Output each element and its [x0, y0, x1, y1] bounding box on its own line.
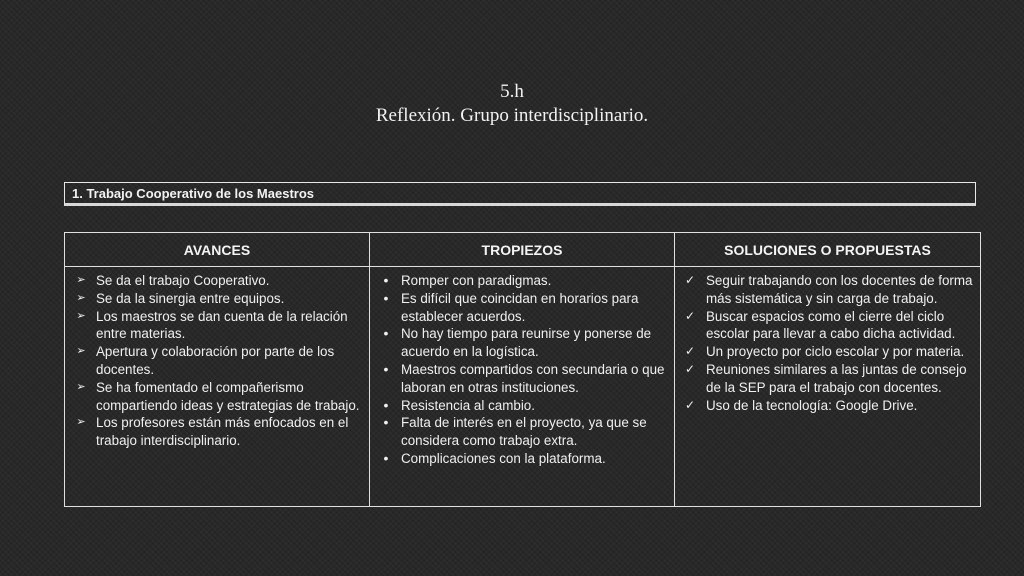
tropiezos-item-text: Resistencia al cambio. [401, 397, 535, 413]
dot-bullet-icon: • [383, 414, 389, 431]
table-row [65, 267, 981, 507]
arrowhead-bullet-icon: ➢ [76, 416, 86, 429]
slide-heading: Reflexión. Grupo interdisciplinario. [375, 105, 649, 126]
tropiezos-cell [370, 267, 675, 507]
list-item [376, 414, 668, 450]
soluciones-item-text: Buscar espacios como el cierre del ciclo escolar para llevar a cabo dicha actividad. [706, 308, 956, 342]
list-item [376, 450, 668, 468]
checkmark-icon: ✓ [684, 397, 696, 412]
dot-bullet-icon: • [383, 272, 389, 288]
list-item [71, 290, 363, 308]
tropiezos-item-text: No hay tiempo para reunirse y ponerse de acuerdo en la logística. [401, 326, 652, 360]
list-item [376, 361, 668, 397]
arrowhead-bullet-icon: ➢ [76, 274, 86, 286]
tropiezos-item-text: Maestros compartidos con secundaria o que laboran en otras instituciones. [401, 361, 665, 395]
arrowhead-bullet-icon: ➢ [76, 380, 86, 393]
dot-bullet-icon: • [383, 449, 389, 466]
avances-item-text: Los maestros se dan cuenta de la relación entre materias. [96, 308, 348, 342]
list-item [681, 397, 974, 415]
avances-list [71, 272, 363, 450]
soluciones-item-text: Un proyecto por ciclo escolar y por materia. [706, 344, 965, 360]
avances-item-text: Se da la sinergia entre equipos. [96, 290, 285, 306]
list-item [681, 308, 974, 344]
avances-item-text: Los profesores están más enfocados en el trabajo interdisciplinario. [96, 415, 349, 449]
arrowhead-bullet-icon: ➢ [76, 309, 86, 322]
list-item [681, 361, 974, 397]
section-header: 1. Trabajo Cooperativo de los Maestros [64, 182, 976, 206]
avances-cell [65, 267, 370, 507]
soluciones-list [681, 272, 974, 414]
dot-bullet-icon: • [383, 360, 389, 377]
avances-item-text: Se ha fomentado el compañerismo compartiendo ideas y estrategias de trabajo. [96, 379, 360, 413]
list-item [376, 325, 668, 361]
avances-item-text: Apertura y colaboración por parte de los docentes. [96, 344, 335, 377]
list-item [71, 414, 363, 450]
header-avances: AVANCES [65, 233, 370, 267]
list-item [71, 343, 363, 379]
soluciones-item-text: Uso de la tecnología: Google Drive. [706, 397, 918, 413]
soluciones-cell [675, 267, 981, 507]
arrowhead-bullet-icon: ➢ [76, 291, 86, 304]
avances-item-text: Se da el trabajo Cooperativo. [96, 273, 270, 288]
header-soluciones: SOLUCIONES O PROPUESTAS [675, 233, 981, 267]
dot-bullet-icon: • [383, 396, 389, 413]
tropiezos-item-text: Romper con paradigmas. [401, 273, 552, 288]
checkmark-icon: ✓ [684, 273, 696, 287]
slide-number: 5.h [500, 81, 524, 102]
tropiezos-item-text: Es difícil que coincidan en horarios para establecer acuerdos. [401, 290, 639, 324]
tropiezos-list [376, 272, 668, 468]
soluciones-item-text: Seguir trabajando con los docentes de forma más sistemática y sin carga de trabajo. [706, 273, 973, 306]
checkmark-icon: ✓ [684, 361, 696, 376]
checkmark-icon: ✓ [684, 308, 696, 323]
arrowhead-bullet-icon: ➢ [76, 345, 86, 358]
table-header-row [65, 233, 981, 267]
list-item [71, 379, 363, 415]
list-item [681, 343, 974, 361]
slide-title [0, 80, 1024, 128]
list-item [376, 290, 668, 326]
list-item [376, 272, 668, 290]
reflection-table [64, 232, 981, 507]
dot-bullet-icon: • [383, 289, 389, 306]
tropiezos-item-text: Falta de interés en el proyecto, ya que se considera como trabajo extra. [401, 415, 647, 449]
list-item [71, 308, 363, 344]
checkmark-icon: ✓ [684, 344, 696, 359]
soluciones-item-text: Reuniones similares a las juntas de consejo de la SEP para el trabajo con docentes. [706, 361, 967, 395]
dot-bullet-icon: • [383, 325, 389, 342]
tropiezos-item-text: Complicaciones con la plataforma. [401, 450, 606, 466]
list-item [71, 272, 363, 290]
list-item [681, 272, 974, 308]
header-tropiezos: TROPIEZOS [370, 233, 675, 267]
list-item [376, 397, 668, 415]
